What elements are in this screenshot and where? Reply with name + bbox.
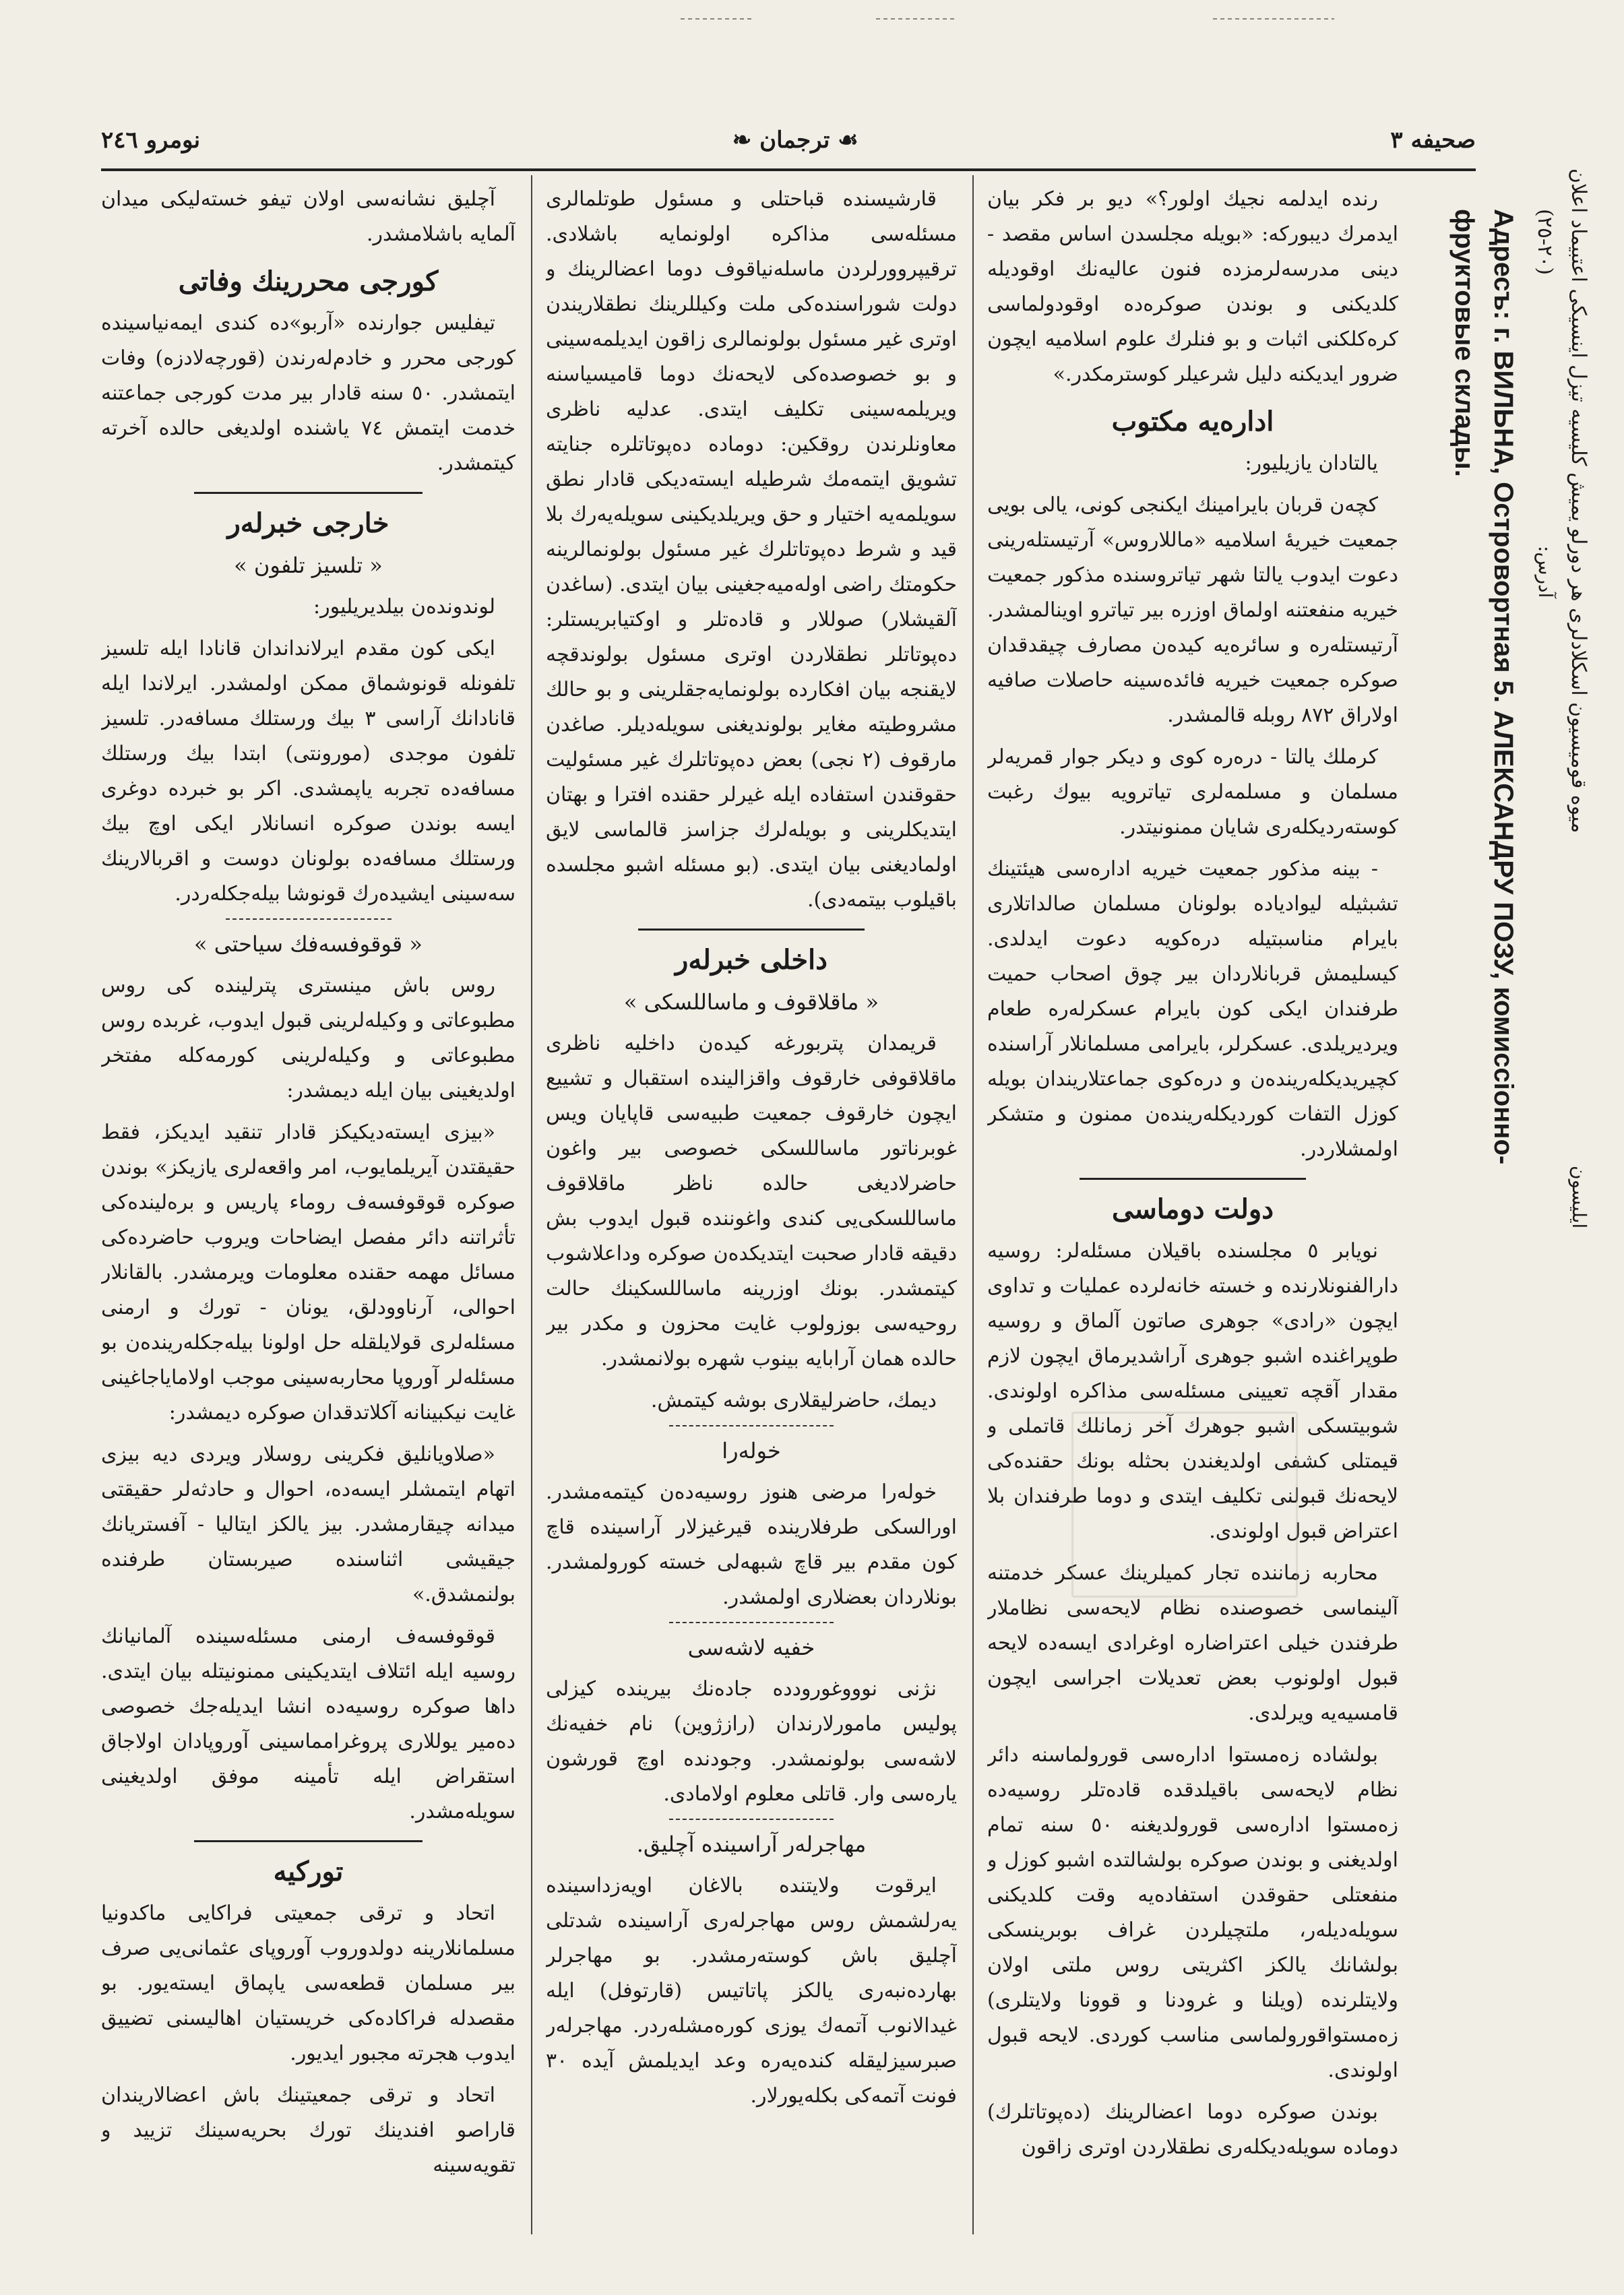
article-paragraph: روس باش مینستری پترلینده کی روس مطبوعاتی و وکیله‌لرینی قبول ایدوب، غربده روس مطبوعاتی و وکیله‌لرینی کورمه‌کله مفتخر اولدیغینی بیان ایله دیمشدر:: [101, 974, 516, 1102]
article-paragraph: ایرقوت ولایتنده بالاغان اویه‌زداسینده یه‌رلشمش روس مهاجرله‌ری آراسینده شدتلی آچلیق باش کوسته‌رمشدر. بو مهاجرلر بهارده‌نبه‌ری یالکز پاتاتیس (قارتوفل) ایله غیدالانوب آتمه‌ك یوزی کوره‌مشله‌ردر. مهاجرله‌ر صبرسیزلیقله کنده‌یه‌ره وعد ایدیلمش آیده ٣٠ فونت آتمه‌کی بکله‌یورلار.: [546, 1874, 957, 2108]
article-paragraph: اتحاد و ترقی جمعیتینك باش اعضالاریندان قاراصو افندینك تورك بحریه‌سینك تزیید و تقویه‌سینه: [101, 2083, 516, 2177]
section-heading: دولت دوماسی: [1111, 1193, 1274, 1225]
article-paragraph: بولشاده زه‌مستوا اداره‌سی قورولماسنه دائر نظام لایحه‌سی باقیلدقده قاده‌تلر روسیه‌ده زه‌مستوا اداره‌سی قورولدیغنه ٥٠ سنه تمام اولدیغنی و بوندن صوکره بولشالتده اشبو کوزل و منفعتلی حقوقدن استفاده‌یه وقت کلدیکنی سویله‌دیله‌ر، ملتچیلردن غراف بوبرینسکی بولشانك یالکز اکثریتی روس ملتی اولان ولایتلرنده (ویلنا و غرودنا و قوونا ولایتلری) زه‌مستواقورولماسی مناسب کوردی. لایحه قبول اولوندی.: [987, 1743, 1398, 2082]
article-paragraph: قریمدان پتربورغه کیده‌ن داخلیه ناظری ماقلاقوفی خارقوف واقزالینده استقبال و تشییع ایچون خارقوف جمعیت طبیه‌سی قاپایان ویس غوبرناتور ماساللسکی خصوصی بیر واغون حاضرلادیغی حالده ناظر ماقلاقوف ماساللسکی‌یی کندی واغوننده قبول ایدوب بش دقیقه قادار صحبت ایتدیکده‌ن صوکره وداعلاشوب کیتمشدر. بونك اوزرینه ماساللسکینك حالت روحیه‌سی بوزولوب غایت محزون و مکدر بیر حالده همان آرابایه بینوب شهره بولانمشدر.: [546, 1032, 957, 1371]
column-divider: [531, 175, 532, 2234]
article-paragraph: اتحاد و ترقی جمعیتی فراکایی ماکدونیا مسلمانلارینه دولدوروب آوروپای عثمانی‌یی صرف بیر مسلمان قطعه‌سی یاپماق ایسته‌یور. بو مقصدله فراکاده‌کی خریستیان اهالیسنی تضییق ایدوب هجرته مجبور ایدیور.: [101, 1901, 516, 2065]
section-divider: [1080, 1178, 1306, 1180]
article-paragraph: رنده ایدلمه نجیك اولور؟» دیو بر فکر بیان ایدمرك دیبورکه: «بویله مجلسدن اساس مقصد - دینی مدرسه‌لرمزده فنون عالیه‌نك اوقودیله کلدیکنی و بوندن صوکره‌ده اوقودولماسی کره‌کلکنی اثبات و بو فنلرك علوم اسلامیه ایچون ضرور ایدیکنه دلیل شرعیلر کوسترمکدر.»: [987, 187, 1398, 386]
article-paragraph: نویابر ٥ مجلسنده باقیلان مسئله‌لر: روسیه دارالفنونلارنده و خسته خانه‌لرده عملیات و تداوی ایچون «رادی» جوهری صاتون آلماق و روسیه طوپراغنده اشبو جوهری آراشدیرماق ایچون لازم مقدار آقچه تعیینی مسئله‌سی مذاکره اولوندی. شوبیتسکی اشبو جوهرك آخر زمانلك قاتملی و قیمتلی کشفی اولدیغندن بحثله بونك حقنده‌کی لایحه‌نك قبولنی تکلیف ایتدی و دوما طرفندان بلا اعتراض قبول اولوندی.: [987, 1239, 1398, 1543]
header-rule: [101, 168, 1476, 171]
article-paragraph: «صلاویانلیق فکرینی روسلار ویردی دیه بیزی اتهام ایتمشلر ایسه‌ده، احوال و حادثه‌لر حقیقتی میدانه چیقارمشدر. بیز یالکز ایتالیا - آفستریانك جیقیشی اثناسنده صیربستان طرفنده بولنمشدق.»: [101, 1443, 516, 1606]
sidebar-advertisement: [1422, 168, 1597, 1314]
article-subheading: « قوقوفسه‌فك سیاحتی »: [194, 931, 423, 957]
column-middle: [546, 182, 957, 2231]
article-paragraph: آچلیق نشانه‌سی اولان تیفو خسته‌لیکی میدان آلمایه باشلامشدر.: [101, 187, 516, 246]
article-paragraph: ایکی کون مقدم ایرلانداندان قانادا ایله تلسیز تلفونله قونوشماق ممکن اولمشدر. ایرلاندا ایله قانادانك آراسی ٣ بیك ورستلك مسافه‌در. تلسیز تلفون موجدی (مورونتی) ابتدا بیك ورستلك مسافه‌ده تجربه یاپمشدی. اکر بو خبرده دوغری ایسه بوندن صوکره انسانلار ایکی اوچ بیك ورستلك مسافه‌ده بولونان دوست و اقربالارینك سه‌سینی ایشیده‌رك قونوشا بیله‌جکله‌ردر.: [101, 637, 516, 906]
sidebar-ad-line-4: ایلیسون: [1568, 1166, 1590, 1229]
sidebar-ad-line-1: میوه قومیسیون اسکلادلری هر دورلو یمیش کلیسیه تیزل اینسیکی اعتبیماد اعلان: [1567, 168, 1590, 834]
page-number: صحیفه ٣: [1390, 127, 1476, 154]
top-marks-svg: [674, 12, 1348, 26]
column-divider: [972, 175, 974, 2234]
article-subheading: خفیه لاشه‌سی: [687, 1635, 815, 1660]
article-subheading: خوله‌را: [722, 1438, 781, 1464]
ornament-left-icon: ❧: [732, 127, 752, 154]
article-subheading: « ماقلاقوف و ماساللسکی »: [623, 989, 879, 1015]
article-paragraph: نژنی نوووغورودده جاده‌نك بیرینده کیزلی پولیس مامورلارندان (رازژوین) نام خفیه‌نك لاشه‌سی بولونمشدر. وجودنده اوچ قورشون یاره‌سی وار. قاتلی معلوم اولامادی.: [546, 1677, 957, 1806]
section-divider: [194, 1840, 422, 1842]
paper-name: ترجمان: [759, 127, 830, 154]
article-paragraph: تیفلیس جوارنده «آربو»ده کندی ایمه‌نیاسینده کورجی محرر و خادم‌له‌رندن (قورچه‌لادزه) وفات ایتمشدر. ٥٠ سنه قادار بیر مدت کورجی جماعتنه خدمت ایتمش ٧٤ یاشنده اولدیغی حالده آخرته کیتمشدر.: [101, 311, 516, 475]
section-heading: تورکیه: [273, 1856, 344, 1887]
section-heading: کورجی محررینك وفاتی: [178, 265, 439, 297]
section-divider: [638, 929, 865, 931]
article-paragraph: یالتادان یازیلیور:: [1245, 451, 1378, 475]
issue-number: نومرو ٢٤٦: [101, 127, 201, 154]
sidebar-ad-line-3: آدرس:: [1534, 546, 1557, 598]
article-paragraph: دیمك، حاضرلیقلاری بوشه کیتمش.: [650, 1389, 937, 1412]
sidebar-ad-line-2: (٢٠-٢٥): [1533, 209, 1557, 276]
article-divider: [669, 1425, 834, 1426]
paper-title: [732, 127, 858, 154]
section-heading: داخلی خبرله‌ر: [675, 944, 827, 976]
article-subheading: « تلسیز تلفون »: [234, 553, 383, 578]
article-paragraph: - بینه مذکور جمعیت خیریه اداره‌سی هیئتینك تشبثیله لیوادیاده بولونان مسلمان صالداتلاری بایرام مناسبتیله دره‌کویه دعوت ایدلدی. کیسلیمش قربانلاردان بیر چوق اصحاب حمیت طرفندان ایکی کون بایرام عسکرله‌ره طعام ویردیریلدی. عسکرلر، بایرامی مسلمانلار آراسنده کچیریدیکله‌رینده‌ن و دره‌کوی جماعتلاریندان بویله کوزل التفات کوردیکله‌رینده‌ن ممنون و متشکر اولمشلاردر.: [987, 857, 1398, 1161]
section-heading: خارجی خبرله‌ر: [227, 507, 389, 539]
ornament-right-icon: ☙: [838, 127, 858, 154]
article-paragraph: «بیزی ایسته‌دیکیکز قادار تنقید ایدیکز، فقط حقیقتدن آیریلمایوب، امر واقعه‌لری یازیکز» بوندن صوکره قوقوفسه‌ف روماء پاریس و بره‌لینده‌کی تأثراتنه دائر مفصل ایضاحات ویروب حاضرده‌کی مسائل مهمه حقنده معلومات ویرمشدر. بالقانلار احوالی، آرناوودلق، یونان - تورك و ارمنی مسئله‌لری قولایلقله حل اولونا بیله‌جکله‌رینده‌ن بو مسئله‌لر آوروپا محاربه‌سینی موجب اولامایاجاغینی غایت نیکبینانه آکلاتدقدان صوکره دیمشدر:: [101, 1121, 516, 1424]
sidebar-address: Адресъ: г. ВИЛЬНА, Островортная 5. АЛЕКСАНДРУ ПОЗУ, комиссіонно-фруктовые склады.: [1449, 209, 1518, 1165]
article-divider: [669, 1819, 834, 1820]
article-divider: [226, 918, 392, 920]
article-paragraph: خوله‌را مرضی هنوز روسیه‌ده‌ن کیتمه‌مشدر. اورالسکی طرفلارینده قیرغیزلار آراسینده قاچ کون مقدم بیر قاچ شبهه‌لی خسته کورولمشدر. بونلاردان بعضلاری اولمشدر.: [546, 1480, 957, 1609]
article-paragraph: بوندن صوکره دوما اعضالرینك (ده‌پوتاتلرك) دوماده سویله‌دیکله‌ری نطقلاردن اوتری زاقون: [987, 2100, 1398, 2159]
column-left: [101, 182, 516, 2231]
article-subheading: مهاجرله‌ر آراسینده آچلیق.: [636, 1831, 867, 1857]
article-divider: [669, 1622, 834, 1623]
top-margin-marks: [674, 12, 1348, 26]
article-paragraph: محاربه زماننده تجار کمیلرینك عسکر خدمتنه آلینماسی خصوصنده نظام لایحه‌سی نظاملار طرفندن خیلی اعتراضاره اوغرادی ایسه‌ده لایحه قبول اولونوب بعض تعدیلات اجراسی ایچون قامسیه‌یه ویرلدی.: [987, 1561, 1398, 1725]
section-divider: [194, 492, 422, 494]
section-heading: اداره‌یه مکتوب: [1111, 406, 1274, 437]
article-paragraph: کرملك یالتا - دره‌ره کوی و دیکر جوار قمریه‌لر مسلمان و مسلمه‌لری تیاترویه بیوك رغبت کوسته‌ردیکله‌ری شایان ممنونیتدر.: [987, 745, 1398, 839]
article-paragraph: قارشیسنده قباحتلی و مسئول طوتلمالری مسئله‌سی مذاکره اولونمایه باشلادی. ترقیپروورلردن ماسله‌نیاقوف دوما اعضالرینك و دولت شوراسنده‌کی ملت وکیللرینك نطقلاریندن اوتری غیر مسئول بولونمالری زاقون ایدیلمه‌سینی و بو خصوصده‌کی لایحه‌نك دوما قامیسیاسنه ویریلمه‌سینی تکلیف ایتدی. عدلیه ناظری معاونلرندن روقکین: دوماده ده‌پوتاتلره جنایته تشویق ایتمه‌مك شرطیله ایسته‌دیکی قادار نطق سویلمه‌یه اختیار و حق ویریلدیکینی سویله‌یه‌رك بلا قید و شرط ده‌پوتاتلرك غیر مسئول بولونمالرینه حکومتك راضی اوله‌میه‌جغینی بیان ایتدی. (ساغدن آلقیشلار) صوللار و قاده‌تلر و اوکتیابریستلر: ده‌پوتاتلر نطقلاردن اوتری مسئول بولوندقچه لایقنجه بیان افکارده بولونمایه‌جقلرینی و بو حالك مشروطیته مغایر بولوندیغنی سویله‌دیلر. صاغدن مارقوف (٢ نجی) بعض ده‌پوتاتلرك غیر مسئولیت حقوقندن استفاده ایله غیرلر حقنده افترا و بهتان ایتدیکلرینی و بویله‌لرك جزاسز قالماسی لایق اولمادیغنی بیان ایتدی. (بو مسئله اشبو مجلسده باقیلوب بیتمه‌دی).: [546, 187, 957, 912]
article-paragraph: کچه‌ن قربان بایرامینك ایکنجی کونی، یالی بویی جمعیت خیریهٔ اسلامیه «ماللاروس» آرتیستله‌رینی دعوت ایدوب یالتا شهر تیاتروسنده مذکور جمعیت خیریه منفعتنه اولماق اوزره بیر تیاترو اوینالمشدر. آرتیستله‌ره و سائره‌یه کیده‌ن مصارف چیقدقدان صوکره جمعیت خیریه فائده‌سینه حاصلات صافیه اولاراق ٨٧٢ روبله قالمشدر.: [987, 493, 1398, 727]
page-header: [101, 113, 1476, 167]
article-paragraph: لوندونده‌ن بیلدیریلیور:: [313, 595, 495, 619]
column-right: [987, 182, 1398, 2231]
article-paragraph: قوقوفسه‌ف ارمنی مسئله‌سینده آلمانیانك روسیه ایله ائتلاف ایتدیکینی ممنونیتله بیان ایتدی. داها صوکره روسیه‌ده انشا ایدیله‌جك خصوصی ده‌میر یوللاری پروغرامماسینی آوروپادان اولاجاق استقراض ایله تأمینه موفق اولدیغینی سویله‌مشدر.: [101, 1625, 516, 1823]
faint-stamp: [1071, 1412, 1298, 1598]
